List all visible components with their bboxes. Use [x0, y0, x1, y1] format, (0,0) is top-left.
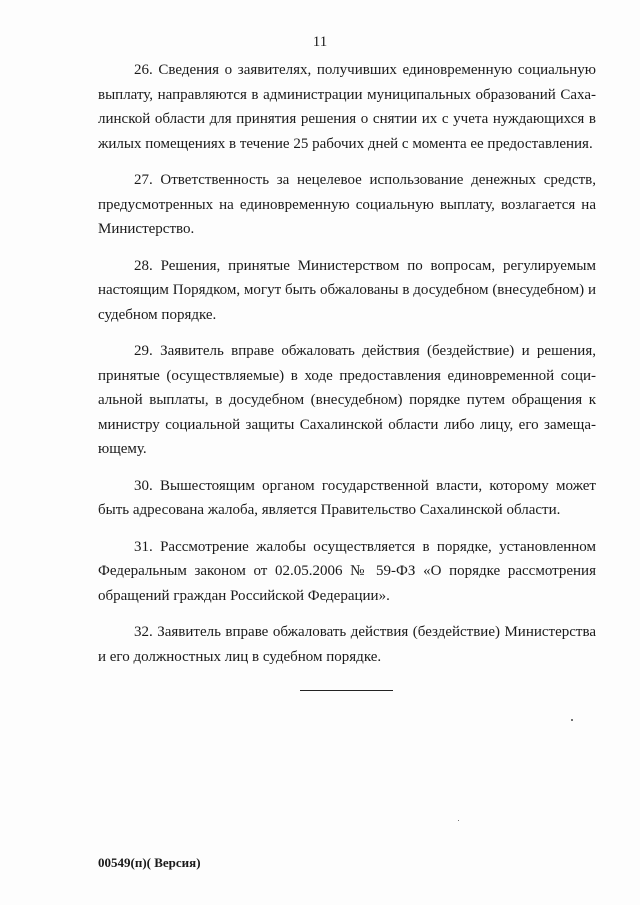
paragraph-31: 31. Рассмотрение жалобы осуществляется в порядке, установленном Федеральным законом от 02.05.2006 № 59-ФЗ «О порядке рассмотрения обращений граждан Российской Федерации». — [98, 538, 596, 604]
document-body — [98, 58, 596, 681]
paragraph-32: 32. Заявитель вправе обжаловать действия (бездействие) Министерства и его должностных лиц в судебном порядке. — [98, 624, 596, 665]
scan-speck — [571, 719, 573, 721]
scan-speck — [458, 820, 459, 821]
end-divider — [300, 690, 393, 691]
paragraph-28: 28. Решения, принятые Министерством по вопросам, регулируемым настоящим Порядком, могут быть обжалованы в досудебном (внесудебном) и судебном порядке. — [98, 257, 596, 323]
paragraph-29: 29. Заявитель вправе обжаловать действия (бездействие) и решения, принятые (осуществляемые) в ходе предоставления единовременной социальной выплаты, в досудебном (внесудебном) порядке путем обращения к министру социальной защиты Сахалинской области либо лицу, его замещающему. — [98, 343, 596, 457]
paragraph-30: 30. Вышестоящим органом государственной власти, которому может быть адресована жалоба, является Правительство Сахалинской области. — [98, 477, 596, 518]
paragraph-26: 26. Сведения о заявителях, получивших единовременную социальную выплату, направляются в администрации муниципальных образований Сахалинской области для принятия решения о снятии их с учета нуждающихся в жилых помещениях в течение 25 рабочих дней с момента ее предоставления. — [98, 62, 596, 152]
document-footer-code: 00549(п)( Версия) — [98, 855, 201, 870]
page-number: 11 — [312, 34, 328, 50]
paragraph-27: 27. Ответственность за нецелевое использование денежных средств, предусмотренных на единовременную социальную выплату, возлагается на Министерство. — [98, 172, 596, 237]
